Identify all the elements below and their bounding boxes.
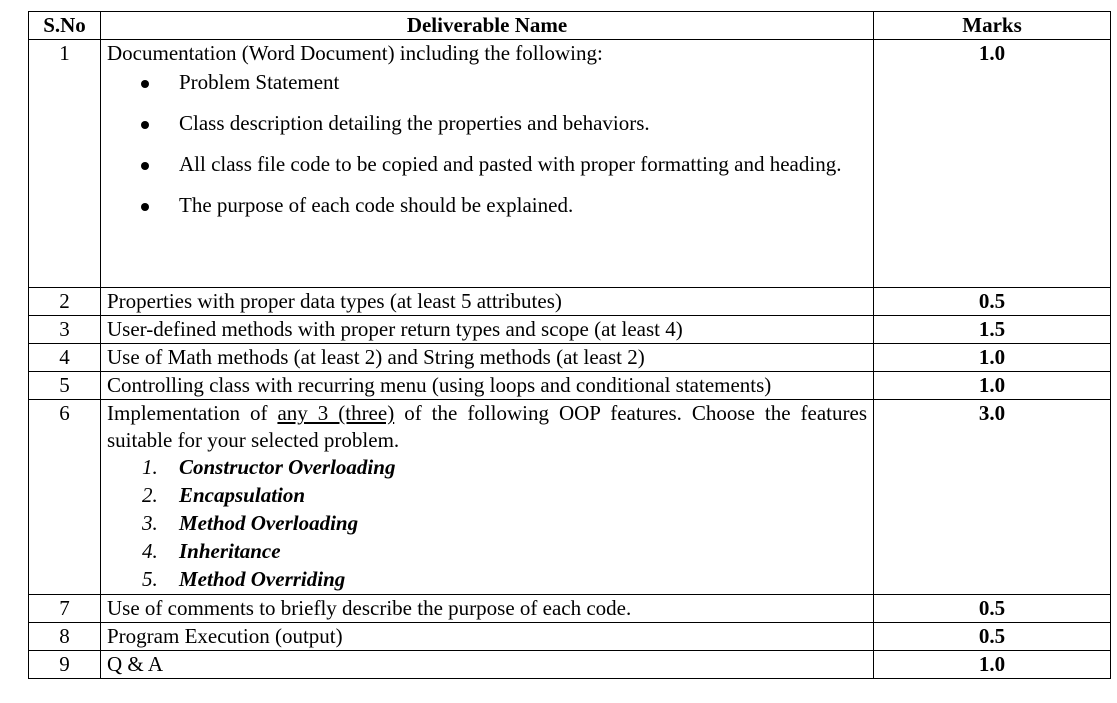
text-segment: of the following OOP features. Choose the features suitable for your selected problem. [107,401,867,452]
row-sno: 2 [29,288,101,316]
list-item [107,566,867,594]
bullet-icon [141,121,149,129]
header-sno: S.No [29,12,101,40]
row-deliverable: Use of Math methods (at least 2) and String methods (at least 2) [101,344,874,372]
feature-label: Constructor Overloading [179,455,396,479]
table-row [29,400,1111,595]
row-deliverable: Use of comments to briefly describe the purpose of each code. [101,595,874,623]
bullet-text: Class description detailing the properties and behaviors. [179,111,650,135]
row-sno: 5 [29,372,101,400]
row-sno: 6 [29,400,101,595]
bullet-item [107,69,867,96]
bullet-text: All class file code to be copied and pasted with proper formatting and heading. [179,152,842,176]
row-deliverable [101,400,874,595]
row-deliverable: Properties with proper data types (at least 5 attributes) [101,288,874,316]
row-deliverable-text [107,400,867,454]
feature-label: Method Overriding [179,567,346,591]
row-marks: 1.0 [874,651,1111,679]
row-sno: 8 [29,623,101,651]
bullet-icon [141,162,149,170]
list-number: 1. [142,455,158,479]
bullet-text: The purpose of each code should be explained. [179,193,574,217]
text-segment: Implementation of [107,401,278,425]
bullet-icon [141,80,149,88]
row-deliverable-text: Documentation (Word Document) including the following: [107,41,603,65]
underlined-text: any 3 (three) [277,401,395,425]
list-item [107,454,867,482]
deliverables-table [28,11,1111,679]
table-row [29,40,1111,288]
row-marks: 1.0 [874,372,1111,400]
documentation-bullet-list [107,69,867,219]
row-marks: 0.5 [874,595,1111,623]
table-row [29,651,1111,679]
list-item [107,538,867,566]
table-row [29,344,1111,372]
row-sno: 1 [29,40,101,288]
row-sno: 4 [29,344,101,372]
row-sno: 7 [29,595,101,623]
row-sno: 3 [29,316,101,344]
row-marks: 3.0 [874,400,1111,595]
bullet-icon [141,203,149,211]
row-deliverable: User-defined methods with proper return types and scope (at least 4) [101,316,874,344]
row-deliverable: Q & A [101,651,874,679]
row-marks: 1.0 [874,40,1111,288]
table-row [29,288,1111,316]
row-marks: 0.5 [874,623,1111,651]
row-marks: 0.5 [874,288,1111,316]
row-marks: 1.0 [874,344,1111,372]
table-row [29,595,1111,623]
table-row [29,623,1111,651]
feature-label: Method Overloading [179,511,359,535]
row-marks: 1.5 [874,316,1111,344]
list-number: 5. [142,567,158,591]
list-number: 2. [142,483,158,507]
list-number: 4. [142,539,158,563]
row-deliverable [101,40,874,288]
header-row [29,12,1111,40]
bullet-item [107,110,867,137]
bullet-text: Problem Statement [179,70,340,94]
header-marks: Marks [874,12,1111,40]
table-row [29,372,1111,400]
feature-label: Inheritance [179,539,281,563]
feature-label: Encapsulation [179,483,306,507]
bullet-item [107,151,867,178]
header-deliverable-name: Deliverable Name [101,12,874,40]
row-sno: 9 [29,651,101,679]
oop-features-list [107,454,867,594]
table-row [29,316,1111,344]
list-item [107,510,867,538]
row-deliverable: Program Execution (output) [101,623,874,651]
list-item [107,482,867,510]
row-deliverable: Controlling class with recurring menu (using loops and conditional statements) [101,372,874,400]
list-number: 3. [142,511,158,535]
bullet-item [107,192,867,219]
